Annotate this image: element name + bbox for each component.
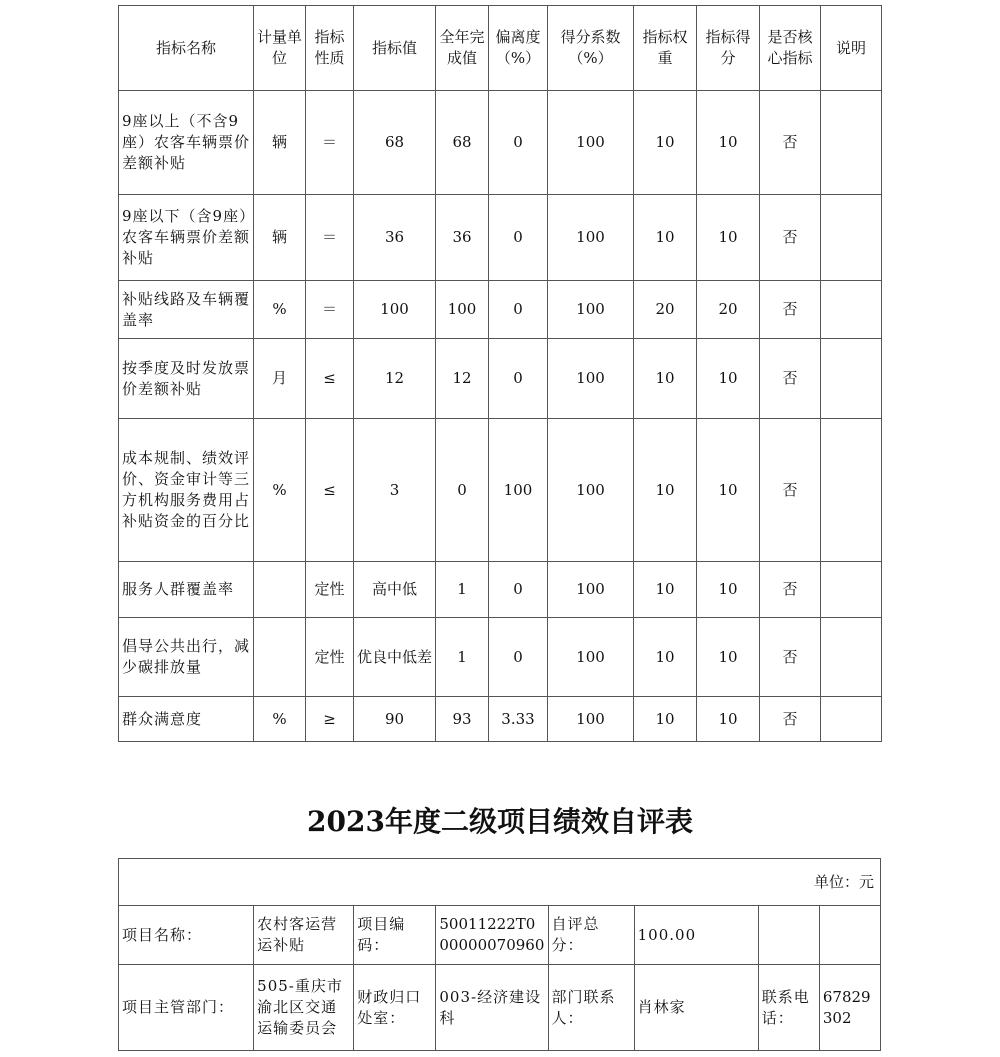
cell-core: 否 <box>760 91 821 195</box>
cell-name: 倡导公共出行，减少碳排放量 <box>119 618 254 697</box>
cell-target: 优良中低差 <box>354 618 436 697</box>
empty-cell <box>758 906 819 965</box>
cell-coef: 100 <box>548 419 634 562</box>
cell-unit: 辆 <box>254 195 306 281</box>
table-row <box>119 419 882 562</box>
cell-score: 10 <box>697 419 760 562</box>
cell-score: 10 <box>697 195 760 281</box>
cell-deviation: 0 <box>489 339 548 419</box>
cell-core: 否 <box>760 697 821 742</box>
cell-core: 否 <box>760 419 821 562</box>
cell-weight: 10 <box>634 697 697 742</box>
cell-actual: 93 <box>436 697 489 742</box>
cell-target: 3 <box>354 419 436 562</box>
cell-actual: 12 <box>436 339 489 419</box>
cell-coef: 100 <box>548 562 634 618</box>
dept-row <box>119 965 881 1051</box>
cell-note <box>821 195 882 281</box>
cell-weight: 20 <box>634 281 697 339</box>
cell-actual: 1 <box>436 618 489 697</box>
cell-core: 否 <box>760 281 821 339</box>
header-nature: 指标性质 <box>306 6 354 91</box>
cell-name: 9座以上（不含9座）农客车辆票价差额补贴 <box>119 91 254 195</box>
project-name-row <box>119 906 881 965</box>
cell-weight: 10 <box>634 339 697 419</box>
project-code-label: 项目编码： <box>354 906 436 965</box>
header-deviation: 偏离度（%） <box>489 6 548 91</box>
cell-nature: ＝ <box>306 281 354 339</box>
cell-nature: ≤ <box>306 419 354 562</box>
table-row <box>119 697 882 742</box>
project-info-table <box>118 858 881 1051</box>
cell-note <box>821 419 882 562</box>
cell-nature: 定性 <box>306 562 354 618</box>
cell-target: 高中低 <box>354 562 436 618</box>
cell-unit <box>254 618 306 697</box>
finance-value: 003-经济建设科 <box>436 965 548 1051</box>
table-row <box>119 339 882 419</box>
project-code-value: 50011222T000000070960 <box>436 906 548 965</box>
dept-label: 项目主管部门： <box>119 965 254 1051</box>
cell-score: 20 <box>697 281 760 339</box>
header-unit: 计量单位 <box>254 6 306 91</box>
contact-value: 肖林家 <box>634 965 758 1051</box>
cell-score: 10 <box>697 91 760 195</box>
cell-nature: ＝ <box>306 195 354 281</box>
cell-unit: 辆 <box>254 91 306 195</box>
cell-note <box>821 618 882 697</box>
section-title: 2023年度二级项目绩效自评表 <box>307 805 693 838</box>
unit-row <box>119 859 881 906</box>
header-name: 指标名称 <box>119 6 254 91</box>
cell-score: 10 <box>697 697 760 742</box>
header-coef: 得分系数（%） <box>548 6 634 91</box>
cell-weight: 10 <box>634 195 697 281</box>
cell-score: 10 <box>697 618 760 697</box>
unit-label: 单位：元 <box>119 859 881 906</box>
self-score-label: 自评总分： <box>548 906 634 965</box>
cell-note <box>821 697 882 742</box>
cell-unit: 月 <box>254 339 306 419</box>
cell-coef: 100 <box>548 618 634 697</box>
cell-name: 群众满意度 <box>119 697 254 742</box>
indicator-table <box>118 5 882 742</box>
cell-weight: 10 <box>634 618 697 697</box>
cell-nature: ≥ <box>306 697 354 742</box>
cell-target: 68 <box>354 91 436 195</box>
header-target: 指标值 <box>354 6 436 91</box>
project-name-label: 项目名称： <box>119 906 254 965</box>
header-core: 是否核心指标 <box>760 6 821 91</box>
header-weight: 指标权重 <box>634 6 697 91</box>
cell-score: 10 <box>697 339 760 419</box>
header-score: 指标得分 <box>697 6 760 91</box>
cell-actual: 36 <box>436 195 489 281</box>
cell-deviation: 0 <box>489 195 548 281</box>
cell-note <box>821 281 882 339</box>
cell-deviation: 0 <box>489 562 548 618</box>
cell-unit: % <box>254 419 306 562</box>
cell-name: 服务人群覆盖率 <box>119 562 254 618</box>
cell-core: 否 <box>760 195 821 281</box>
cell-core: 否 <box>760 562 821 618</box>
cell-weight: 10 <box>634 91 697 195</box>
cell-actual: 0 <box>436 419 489 562</box>
cell-nature: 定性 <box>306 618 354 697</box>
cell-deviation: 3.33 <box>489 697 548 742</box>
cell-target: 90 <box>354 697 436 742</box>
cell-unit: % <box>254 281 306 339</box>
cell-unit <box>254 562 306 618</box>
cell-core: 否 <box>760 618 821 697</box>
cell-weight: 10 <box>634 562 697 618</box>
phone-value: 67829302 <box>819 965 880 1051</box>
cell-note <box>821 91 882 195</box>
cell-name: 补贴线路及车辆覆盖率 <box>119 281 254 339</box>
cell-coef: 100 <box>548 91 634 195</box>
cell-core: 否 <box>760 339 821 419</box>
table-row <box>119 281 882 339</box>
contact-label: 部门联系人： <box>548 965 634 1051</box>
cell-deviation: 0 <box>489 91 548 195</box>
empty-cell <box>819 906 880 965</box>
cell-actual: 100 <box>436 281 489 339</box>
cell-deviation: 0 <box>489 281 548 339</box>
cell-deviation: 100 <box>489 419 548 562</box>
cell-nature: ＝ <box>306 91 354 195</box>
cell-weight: 10 <box>634 419 697 562</box>
cell-unit: % <box>254 697 306 742</box>
cell-note <box>821 562 882 618</box>
cell-coef: 100 <box>548 195 634 281</box>
project-name-value: 农村客运营运补贴 <box>254 906 354 965</box>
header-row <box>119 6 882 91</box>
header-note: 说明 <box>821 6 882 91</box>
phone-label: 联系电话： <box>758 965 819 1051</box>
self-score-value: 100.00 <box>634 906 758 965</box>
cell-coef: 100 <box>548 281 634 339</box>
header-actual: 全年完成值 <box>436 6 489 91</box>
cell-name: 9座以下（含9座）农客车辆票价差额补贴 <box>119 195 254 281</box>
cell-coef: 100 <box>548 697 634 742</box>
dept-value: 505-重庆市渝北区交通运输委员会 <box>254 965 354 1051</box>
cell-actual: 68 <box>436 91 489 195</box>
cell-name: 按季度及时发放票价差额补贴 <box>119 339 254 419</box>
cell-name: 成本规制、绩效评价、资金审计等三方机构服务费用占补贴资金的百分比 <box>119 419 254 562</box>
cell-target: 36 <box>354 195 436 281</box>
cell-note <box>821 339 882 419</box>
cell-target: 12 <box>354 339 436 419</box>
finance-label: 财政归口处室： <box>354 965 436 1051</box>
cell-nature: ≤ <box>306 339 354 419</box>
table-row <box>119 618 882 697</box>
table-row <box>119 562 882 618</box>
cell-deviation: 0 <box>489 618 548 697</box>
cell-coef: 100 <box>548 339 634 419</box>
table-row <box>119 91 882 195</box>
cell-score: 10 <box>697 562 760 618</box>
cell-target: 100 <box>354 281 436 339</box>
table-row <box>119 195 882 281</box>
cell-actual: 1 <box>436 562 489 618</box>
